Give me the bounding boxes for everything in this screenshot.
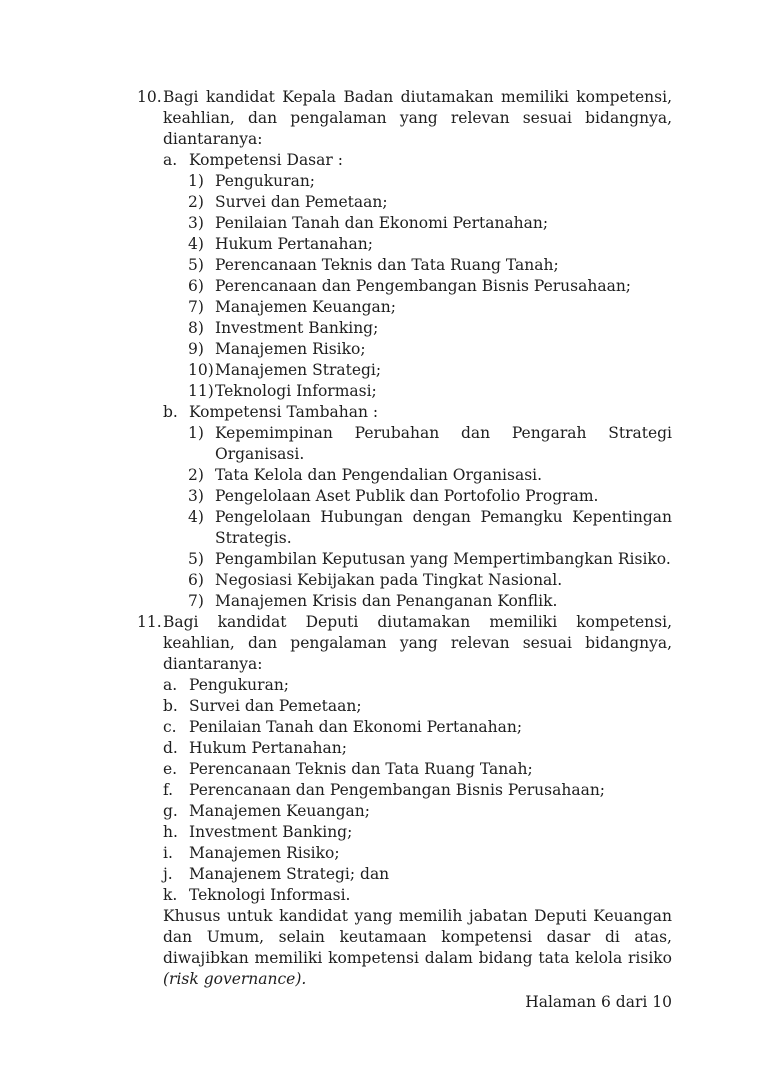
sub-item-marker: a.	[163, 151, 178, 169]
sub-item-b	[163, 402, 672, 423]
list-item-text: Survei dan Pemetaan;	[215, 193, 388, 211]
list-item	[163, 822, 672, 843]
list-item-marker: k.	[163, 886, 178, 904]
list-item	[163, 675, 672, 696]
list-item-text: Perencanaan dan Pengembangan Bisnis Perusahaan;	[189, 781, 606, 799]
list-item-marker: 8)	[188, 319, 204, 337]
list-item-marker: b.	[163, 697, 178, 715]
list-item-text: Manajemen Krisis dan Penanganan Konflik.	[215, 592, 558, 610]
list-item-text: Pengelolaan Hubungan dengan Pemangku Kepentingan Strategis.	[215, 508, 672, 547]
item-number: 11.	[137, 613, 162, 631]
list-item-marker: i.	[163, 844, 173, 862]
list-item-marker: 1)	[188, 424, 204, 442]
list-item-marker: 3)	[188, 487, 204, 505]
list-item	[188, 192, 672, 213]
list-item-text: Manajemen Keuangan;	[189, 802, 371, 820]
list-item	[188, 465, 672, 486]
list-item	[188, 339, 672, 360]
list-item-marker: f.	[163, 781, 174, 799]
list-item-text: Survei dan Pemetaan;	[189, 697, 362, 715]
list-item-marker: 10)	[188, 361, 214, 379]
list-item-text: Pengelolaan Aset Publik dan Portofolio Program.	[215, 487, 599, 505]
list-item	[163, 696, 672, 717]
item-number: 10.	[137, 88, 162, 106]
list-item-marker: 4)	[188, 235, 204, 253]
page-number: Halaman 6 dari 10	[525, 993, 672, 1011]
sub-item-marker: b.	[163, 403, 178, 421]
list-item	[188, 297, 672, 318]
list-item	[163, 801, 672, 822]
list-item-marker: 3)	[188, 214, 204, 232]
list-item-text: Pengukuran;	[215, 172, 316, 190]
list-item-marker: d.	[163, 739, 178, 757]
list-item-marker: 7)	[188, 298, 204, 316]
list-item-text: Penilaian Tanah dan Ekonomi Pertanahan;	[189, 718, 523, 736]
list-item	[163, 885, 672, 906]
list-item-text: Teknologi Informasi;	[215, 382, 377, 400]
item-text: Bagi kandidat Kepala Badan diutamakan memiliki kompetensi, keahlian, dan pengalaman yang relevan sesuai bidangnya, diantaranya:	[163, 88, 672, 148]
list-item-marker: 6)	[188, 277, 204, 295]
list-item-text: Manajemen Keuangan;	[215, 298, 397, 316]
list-item-marker: 2)	[188, 193, 204, 211]
sub-item-a	[163, 150, 672, 171]
list-item	[188, 423, 672, 465]
list-item	[188, 591, 672, 612]
list-item	[163, 738, 672, 759]
list-item-marker: g.	[163, 802, 178, 820]
list-item	[163, 843, 672, 864]
list-item-text: Kepemimpinan Perubahan dan Pengarah Strategi Organisasi.	[215, 424, 672, 463]
list-item-text: Manajenem Strategi; dan	[189, 865, 390, 883]
list-item-marker: j.	[163, 865, 173, 883]
closing-paragraph	[163, 906, 672, 990]
list-item-text: Manajemen Risiko;	[189, 844, 340, 862]
list-item	[188, 213, 672, 234]
list-item-marker: c.	[163, 718, 177, 736]
list-item-marker: 1)	[188, 172, 204, 190]
list-item-marker: 7)	[188, 592, 204, 610]
list-item-marker: a.	[163, 676, 178, 694]
sub-item-title: Kompetensi Dasar :	[189, 151, 343, 169]
list-item-text: Hukum Pertanahan;	[189, 739, 347, 757]
list-item	[188, 318, 672, 339]
list-item-marker: e.	[163, 760, 178, 778]
list-item	[188, 549, 672, 570]
list-item	[163, 864, 672, 885]
list-item	[163, 780, 672, 801]
list-item	[188, 255, 672, 276]
list-item-marker: 2)	[188, 466, 204, 484]
list-item-marker: 5)	[188, 550, 204, 568]
list-item-text: Pengambilan Keputusan yang Mempertimbangkan Risiko.	[215, 550, 671, 568]
list-item-marker: 9)	[188, 340, 204, 358]
list-item-text: Perencanaan dan Pengembangan Bisnis Perusahaan;	[215, 277, 632, 295]
closing-text-italic: (risk governance).	[163, 970, 307, 988]
list-item	[163, 759, 672, 780]
list-item	[188, 570, 672, 591]
list-item-marker: h.	[163, 823, 178, 841]
document-body	[137, 87, 672, 990]
list-item-text: Investment Banking;	[189, 823, 353, 841]
list-item-marker: 4)	[188, 508, 204, 526]
list-item-text: Tata Kelola dan Pengendalian Organisasi.	[215, 466, 543, 484]
sub-item-title: Kompetensi Tambahan :	[189, 403, 379, 421]
list-item-marker: 6)	[188, 571, 204, 589]
list-item	[188, 507, 672, 549]
list-item	[188, 360, 672, 381]
closing-text: Khusus untuk kandidat yang memilih jabatan Deputi Keuangan dan Umum, selain keutamaan kompetensi dasar di atas, diwajibkan memiliki kompetensi dalam bidang tata kelola risiko	[163, 907, 672, 967]
item-text: Bagi kandidat Deputi diutamakan memiliki kompetensi, keahlian, dan pengalaman yang relevan sesuai bidangnya, diantaranya:	[163, 613, 672, 673]
list-item-text: Perencanaan Teknis dan Tata Ruang Tanah;	[189, 760, 533, 778]
numbered-item-11	[137, 612, 672, 675]
numbered-item-10	[137, 87, 672, 150]
list-item-text: Teknologi Informasi.	[189, 886, 351, 904]
list-item-text: Negosiasi Kebijakan pada Tingkat Nasional.	[215, 571, 563, 589]
list-item-text: Hukum Pertanahan;	[215, 235, 373, 253]
list-item	[188, 276, 672, 297]
list-item-text: Penilaian Tanah dan Ekonomi Pertanahan;	[215, 214, 549, 232]
list-item	[163, 717, 672, 738]
list-item	[188, 171, 672, 192]
list-item	[188, 234, 672, 255]
list-item-text: Manajemen Strategi;	[215, 361, 382, 379]
list-item-text: Manajemen Risiko;	[215, 340, 366, 358]
list-item-text: Investment Banking;	[215, 319, 379, 337]
list-item-marker: 11)	[188, 382, 214, 400]
list-item-text: Perencanaan Teknis dan Tata Ruang Tanah;	[215, 256, 559, 274]
list-item-text: Pengukuran;	[189, 676, 290, 694]
list-item	[188, 381, 672, 402]
list-item	[188, 486, 672, 507]
list-item-marker: 5)	[188, 256, 204, 274]
